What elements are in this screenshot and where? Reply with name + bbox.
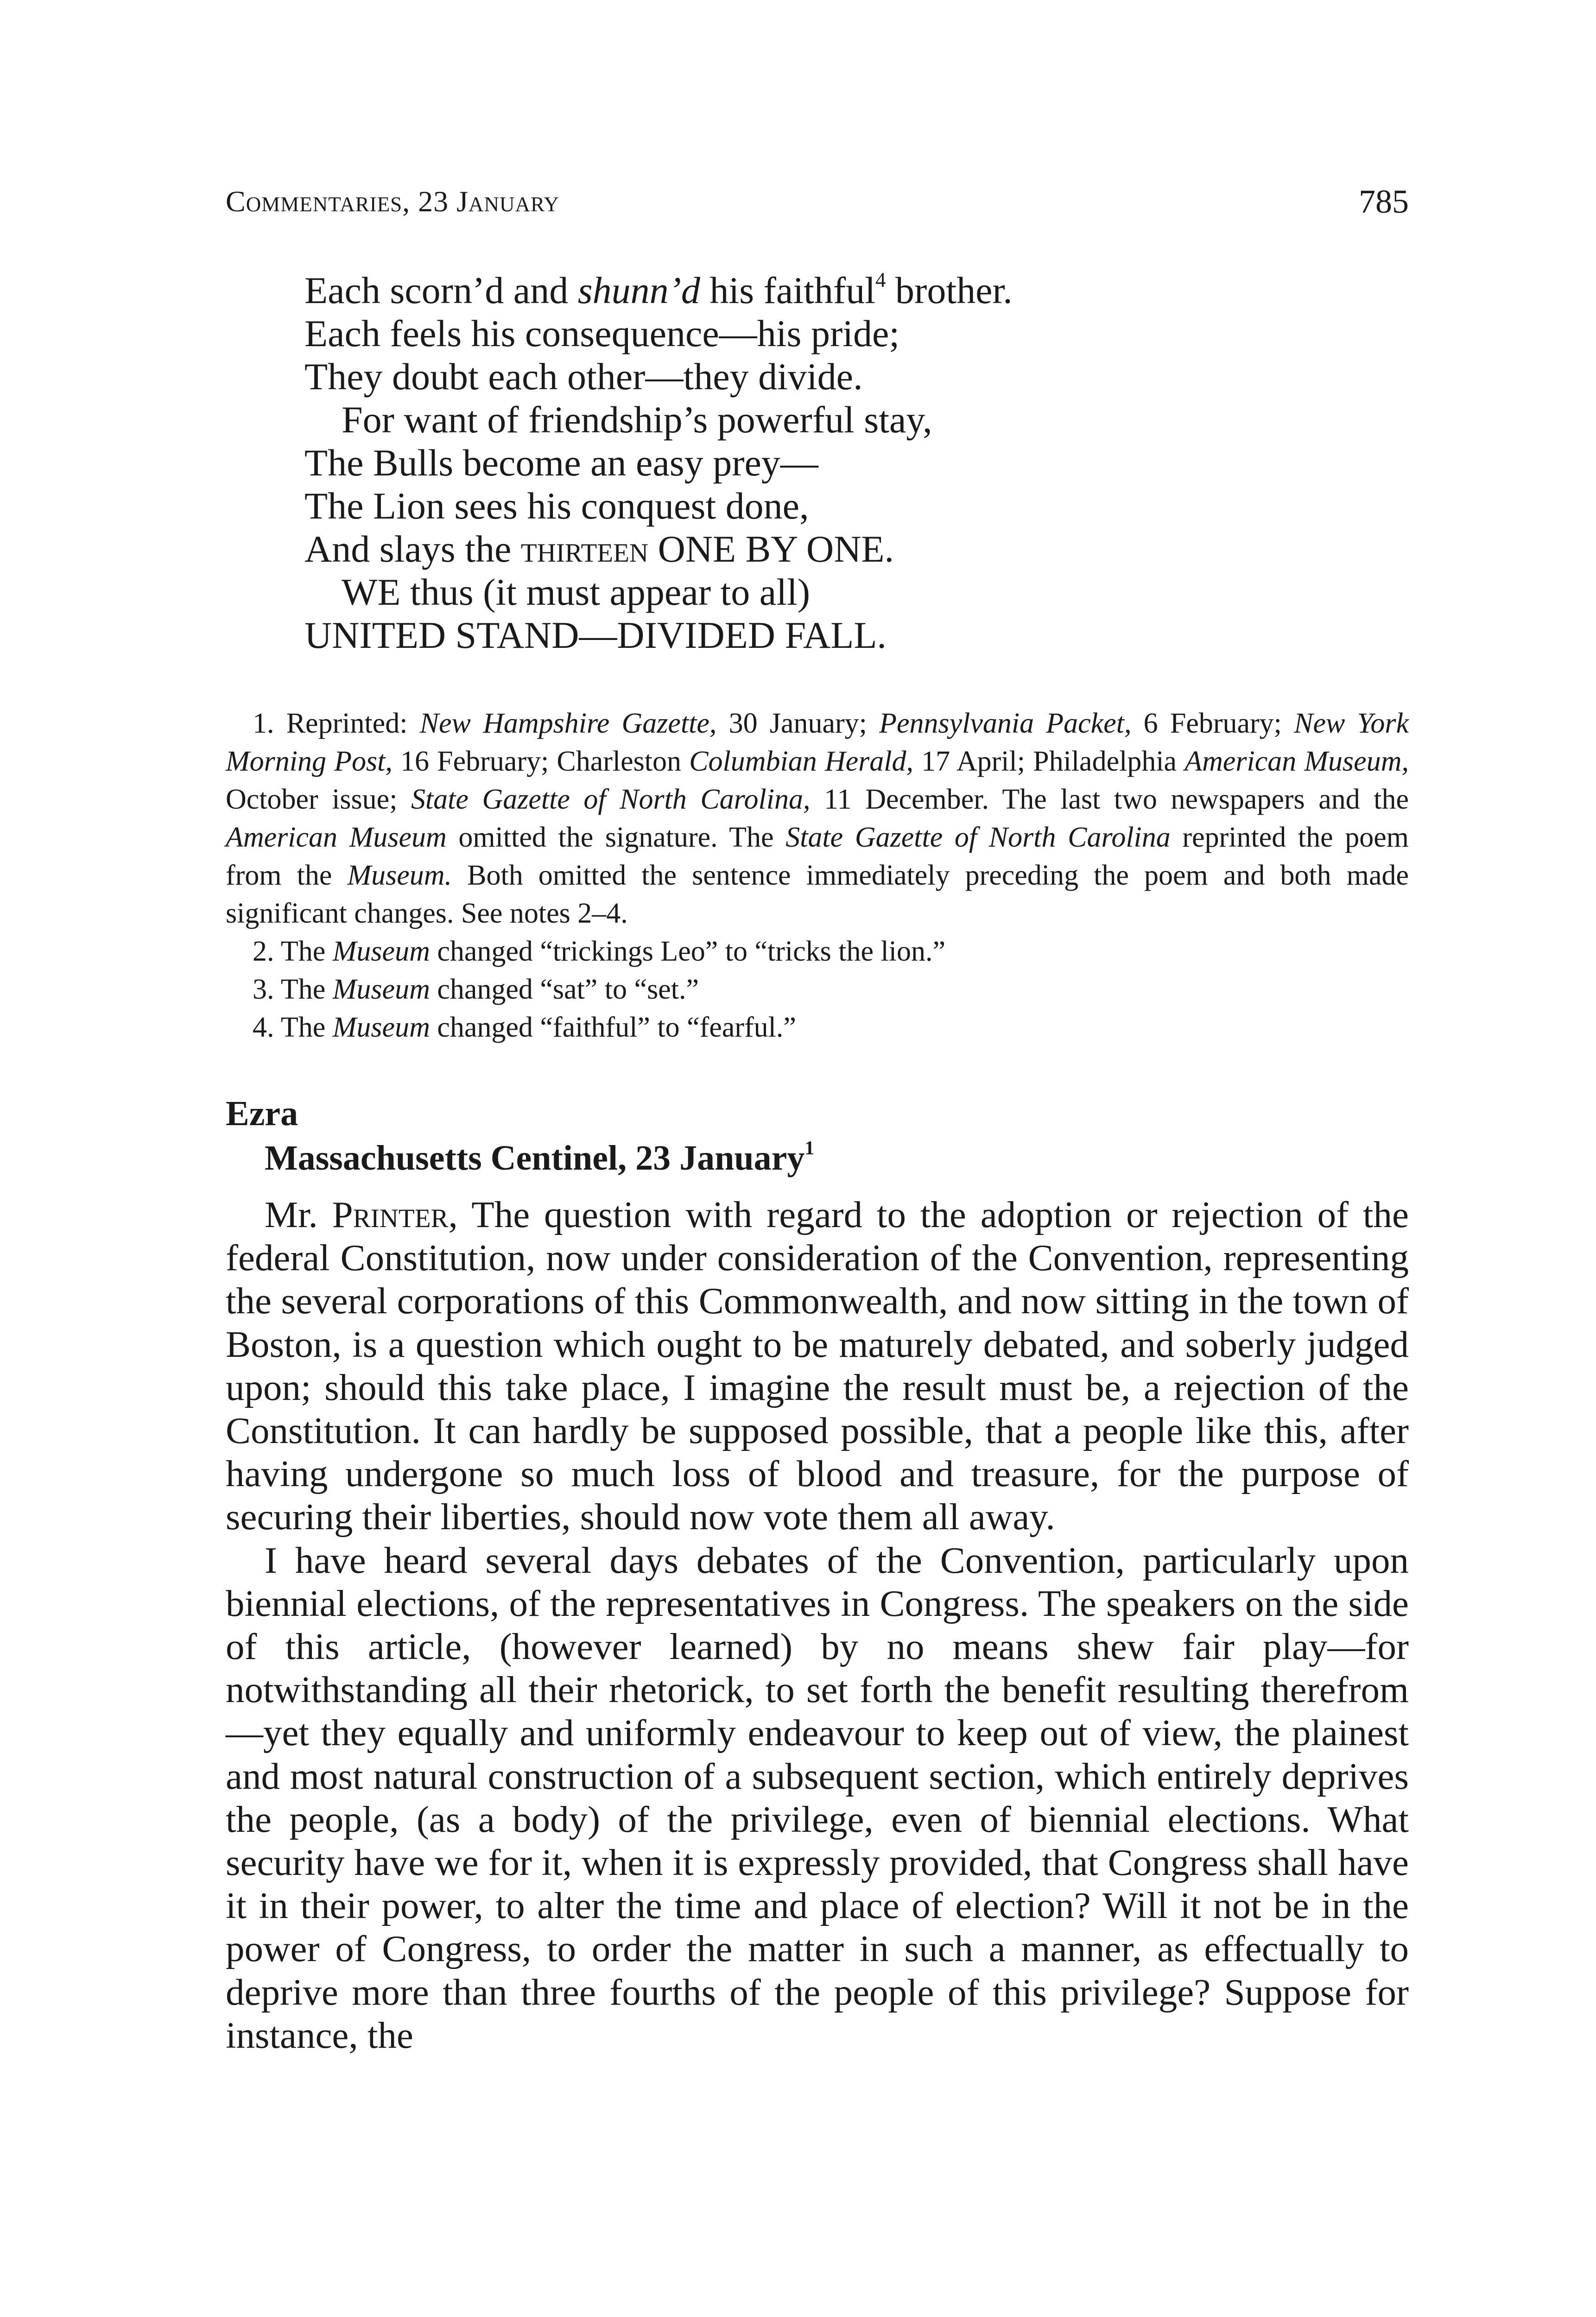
- poem-text: ONE BY ONE.: [648, 528, 894, 570]
- note-italic: New Hampshire Gazette,: [419, 708, 717, 739]
- article-paragraph-1: [226, 1193, 1409, 1539]
- poem-text: brother.: [886, 269, 1013, 311]
- footnote-2: [226, 932, 1409, 970]
- poem-italic: shunn’d: [577, 269, 700, 311]
- running-head: [226, 183, 1409, 220]
- note-text: 4. The: [253, 1012, 333, 1043]
- note-text: Both omitted the sentence immediately preceding the poem and both made significant changes. See notes 2–4.: [226, 860, 1409, 929]
- poem-line: The Bulls become an easy prey—: [304, 442, 818, 484]
- note-italic: Museum: [332, 1012, 430, 1043]
- poem-small-caps: thirteen: [520, 528, 649, 570]
- poem-line: The Lion sees his conquest done,: [304, 485, 809, 527]
- poem-line: For want of friendship’s powerful stay,: [342, 399, 932, 441]
- article-source: [226, 1136, 1409, 1180]
- footnotes: [226, 704, 1409, 1046]
- article-heading: [226, 1091, 1409, 1180]
- paragraph-text: Mr.: [265, 1194, 332, 1235]
- paragraph-text: , The question with regard to the adoption or rejection of the federal Constitution, now under consideration of the Convention, representing the several corporations of this Commonwealth, and now sitting in the town of Boston, is a question which ought to be maturely debated, and soberly judged upon; should this take place, I imagine the result must be, a rejection of the Constitution. It can hardly be supposed possible, that a people like this, after having undergone so much loss of blood and treasure, for the purpose of securing their liberties, should now vote them all away.: [226, 1194, 1409, 1538]
- poem-line: Each feels his consequence—his pride;: [304, 312, 900, 355]
- note-italic: State Gazette of North Carolina,: [411, 784, 811, 815]
- note-text: changed “trickings Leo” to “tricks the lion.”: [430, 936, 946, 967]
- note-italic: Museum: [332, 974, 430, 1005]
- article-body: [226, 1193, 1409, 2057]
- note-text: 2. The: [253, 936, 333, 967]
- note-italic: Museum.: [347, 860, 452, 891]
- poem-line: UNITED STAND—DIVIDED FALL.: [304, 614, 887, 656]
- poem-text: And slays the: [304, 528, 521, 570]
- note-italic: Columbian Herald,: [689, 746, 913, 777]
- note-text: changed “faithful” to “fearful.”: [430, 1012, 796, 1043]
- footnote-ref: 1: [804, 1138, 815, 1159]
- poem-line: [304, 527, 1013, 570]
- article-source-text: Massachusetts Centinel, 23 January: [265, 1139, 805, 1177]
- article-author: Ezra: [226, 1094, 298, 1133]
- article-paragraph-2: I have heard several days debates of the Convention, particularly upon biennial elections, of the representatives in Congress. The speakers on the side of this article, (however learned) by no means shew fair play—for notwithstanding all their rhetorick, to set forth the benefit resulting therefrom—yet they equally and uniformly endeavour to keep out of view, the plainest and most natural construction of a subsequent section, which entirely deprives the people, (as a body) of the privilege, even of biennial elections. What security have we for it, when it is expressly provided, that Congress shall have it in their power, to alter the time and place of election? Will it not be in the power of Congress, to order the matter in such a manner, as effectually to deprive more than three fourths of the people of this privilege? Suppose for instance, the: [226, 1539, 1409, 2056]
- poem: [304, 269, 1013, 657]
- footnote-ref: 4: [875, 268, 886, 291]
- note-text: 1. Reprinted:: [253, 708, 420, 739]
- poem-line: WE thus (it must appear to all): [342, 571, 811, 613]
- note-italic: State Gazette of North Carolina: [785, 822, 1171, 853]
- footnote-1: [226, 704, 1409, 932]
- note-text: 17 April; Philadelphia: [913, 746, 1185, 777]
- poem-line: [304, 269, 1013, 312]
- note-italic: American Museum: [226, 822, 447, 853]
- page-number: 785: [1359, 183, 1409, 220]
- running-head-title: Commentaries, 23 January: [226, 185, 560, 218]
- footnote-3: [226, 970, 1409, 1008]
- note-italic: New York Morning Post,: [226, 708, 1409, 777]
- poem-line: They doubt each other—they divide.: [304, 355, 863, 398]
- note-text: changed “sat” to “set.”: [430, 974, 699, 1005]
- footnote-4: [226, 1008, 1409, 1046]
- note-text: omitted the signature. The: [446, 822, 786, 853]
- note-italic: Pennsylvania Packet,: [879, 708, 1132, 739]
- note-text: reprinted the poem from the: [226, 822, 1409, 891]
- note-italic: Museum: [332, 936, 430, 967]
- note-italic: American Museum,: [1184, 746, 1409, 777]
- poem-text: Each scorn’d and: [304, 269, 578, 311]
- note-text: 30 January;: [716, 708, 880, 739]
- paragraph-small-caps: Printer: [332, 1194, 449, 1235]
- note-text: October issue;: [226, 784, 411, 815]
- note-text: 11 December. The last two newspapers and the: [810, 784, 1409, 815]
- note-text: 6 February;: [1131, 708, 1294, 739]
- note-text: 16 February; Charleston: [392, 746, 690, 777]
- poem-text: his faithful: [700, 269, 875, 311]
- note-text: 3. The: [253, 974, 333, 1005]
